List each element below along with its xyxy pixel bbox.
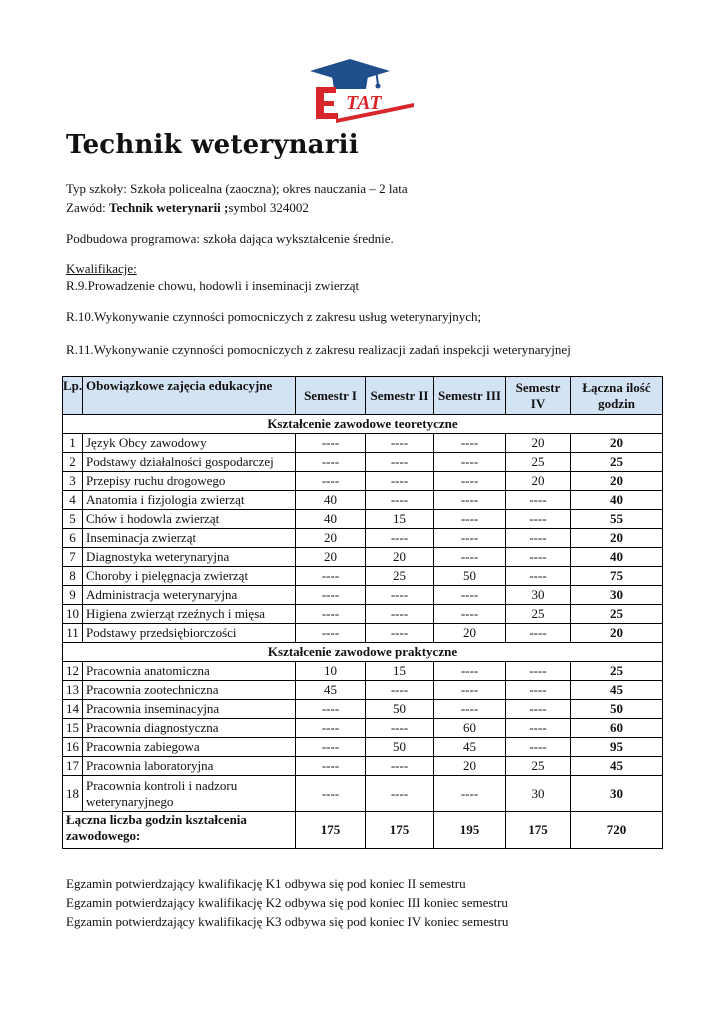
row-subject: Pracownia zabiegowa bbox=[83, 738, 296, 757]
row-semester-3: ---- bbox=[434, 586, 506, 605]
table-row bbox=[63, 700, 663, 719]
row-semester-3: 20 bbox=[434, 757, 506, 776]
row-semester-2: ---- bbox=[366, 624, 434, 643]
row-semester-2: 15 bbox=[366, 662, 434, 681]
row-subject: Pracownia laboratoryjna bbox=[83, 757, 296, 776]
row-semester-4: ---- bbox=[506, 491, 571, 510]
row-semester-2: 25 bbox=[366, 567, 434, 586]
row-semester-2: ---- bbox=[366, 586, 434, 605]
row-lp: 7 bbox=[63, 548, 83, 567]
section-theory-label: Kształcenie zawodowe teoretyczne bbox=[63, 415, 663, 434]
row-semester-3: 45 bbox=[434, 738, 506, 757]
row-lp: 6 bbox=[63, 529, 83, 548]
row-semester-1: ---- bbox=[296, 719, 366, 738]
qualifications-heading: Kwalifikacje: bbox=[66, 261, 137, 276]
row-lp: 5 bbox=[63, 510, 83, 529]
row-subject: Administracja weterynaryjna bbox=[83, 586, 296, 605]
row-total: 20 bbox=[571, 472, 663, 491]
table-row bbox=[63, 510, 663, 529]
row-lp: 9 bbox=[63, 586, 83, 605]
qualification-r9: R.9.Prowadzenie chowu, hodowli i inseminacji zwierząt bbox=[66, 278, 360, 293]
col-header-total: Łączna ilość godzin bbox=[571, 377, 663, 415]
row-total: 40 bbox=[571, 548, 663, 567]
col-header-semester-3: Semestr III bbox=[434, 377, 506, 415]
row-semester-4: ---- bbox=[506, 700, 571, 719]
row-semester-3: ---- bbox=[434, 662, 506, 681]
row-semester-4: ---- bbox=[506, 662, 571, 681]
row-semester-1: 20 bbox=[296, 529, 366, 548]
row-total: 55 bbox=[571, 510, 663, 529]
row-semester-4: 20 bbox=[506, 472, 571, 491]
row-semester-2: 20 bbox=[366, 548, 434, 567]
row-semester-4: 25 bbox=[506, 757, 571, 776]
row-subject: Pracownia kontroli i nadzoru weterynaryjnego bbox=[83, 776, 296, 812]
podbudowa: Podbudowa programowa: szkoła dająca wykształcenie średnie. bbox=[66, 231, 394, 246]
row-semester-2: ---- bbox=[366, 434, 434, 453]
row-lp: 15 bbox=[63, 719, 83, 738]
logo-text: TAT bbox=[346, 92, 382, 114]
total-label: Łączna liczba godzin kształcenia zawodowego: bbox=[63, 812, 296, 849]
row-semester-4: ---- bbox=[506, 510, 571, 529]
col-header-subject: Obowiązkowe zajęcia edukacyjne bbox=[83, 377, 296, 415]
row-subject: Pracownia zootechniczna bbox=[83, 681, 296, 700]
row-semester-4: 20 bbox=[506, 434, 571, 453]
row-subject: Pracownia anatomiczna bbox=[83, 662, 296, 681]
col-header-semester-2: Semestr II bbox=[366, 377, 434, 415]
row-subject: Pracownia inseminacyjna bbox=[83, 700, 296, 719]
row-total: 20 bbox=[571, 529, 663, 548]
table-row bbox=[63, 567, 663, 586]
row-semester-4: ---- bbox=[506, 548, 571, 567]
row-semester-1: ---- bbox=[296, 700, 366, 719]
table-row bbox=[63, 757, 663, 776]
exam-k1: Egzamin potwierdzający kwalifikację K1 odbywa się pod koniec II semestru bbox=[66, 876, 466, 891]
row-semester-1: 40 bbox=[296, 510, 366, 529]
row-total: 25 bbox=[571, 453, 663, 472]
table-row bbox=[63, 605, 663, 624]
total-semester-1: 175 bbox=[296, 812, 366, 849]
row-semester-2: ---- bbox=[366, 529, 434, 548]
row-semester-3: ---- bbox=[434, 453, 506, 472]
table-header-row bbox=[63, 377, 663, 415]
row-semester-4: 30 bbox=[506, 776, 571, 812]
row-semester-1: ---- bbox=[296, 776, 366, 812]
table-row bbox=[63, 662, 663, 681]
row-total: 95 bbox=[571, 738, 663, 757]
row-semester-3: ---- bbox=[434, 700, 506, 719]
table-row bbox=[63, 434, 663, 453]
row-semester-2: 15 bbox=[366, 510, 434, 529]
row-total: 45 bbox=[571, 757, 663, 776]
row-total: 25 bbox=[571, 605, 663, 624]
row-semester-3: ---- bbox=[434, 472, 506, 491]
row-semester-4: ---- bbox=[506, 738, 571, 757]
qualification-r10: R.10.Wykonywanie czynności pomocniczych z zakresu usług weterynaryjnych; bbox=[66, 309, 482, 324]
exam-k2: Egzamin potwierdzający kwalifikację K2 odbywa się pod koniec III koniec semestru bbox=[66, 895, 508, 910]
row-subject: Anatomia i fizjologia zwierząt bbox=[83, 491, 296, 510]
section-row-practice bbox=[63, 643, 663, 662]
row-semester-4: ---- bbox=[506, 529, 571, 548]
row-semester-3: ---- bbox=[434, 605, 506, 624]
row-subject: Inseminacja zwierząt bbox=[83, 529, 296, 548]
table-row bbox=[63, 548, 663, 567]
table-row bbox=[63, 776, 663, 812]
row-subject: Pracownia diagnostyczna bbox=[83, 719, 296, 738]
row-lp: 14 bbox=[63, 700, 83, 719]
row-semester-2: ---- bbox=[366, 776, 434, 812]
row-semester-1: ---- bbox=[296, 757, 366, 776]
row-total: 60 bbox=[571, 719, 663, 738]
row-semester-1: ---- bbox=[296, 605, 366, 624]
row-semester-1: 40 bbox=[296, 491, 366, 510]
row-total: 30 bbox=[571, 586, 663, 605]
row-subject: Podstawy działalności gospodarczej bbox=[83, 453, 296, 472]
row-total: 45 bbox=[571, 681, 663, 700]
exam-k3: Egzamin potwierdzający kwalifikację K3 odbywa się pod koniec IV koniec semestru bbox=[66, 914, 509, 929]
table-row bbox=[63, 472, 663, 491]
row-total: 30 bbox=[571, 776, 663, 812]
row-lp: 12 bbox=[63, 662, 83, 681]
row-semester-3: ---- bbox=[434, 510, 506, 529]
row-lp: 11 bbox=[63, 624, 83, 643]
row-semester-4: 30 bbox=[506, 586, 571, 605]
row-subject: Diagnostyka weterynaryjna bbox=[83, 548, 296, 567]
total-semester-3: 195 bbox=[434, 812, 506, 849]
row-lp: 4 bbox=[63, 491, 83, 510]
row-lp: 16 bbox=[63, 738, 83, 757]
section-row-theory bbox=[63, 415, 663, 434]
row-lp: 2 bbox=[63, 453, 83, 472]
total-row bbox=[63, 812, 663, 849]
profession-symbol: symbol 324002 bbox=[228, 200, 309, 215]
row-semester-4: ---- bbox=[506, 681, 571, 700]
row-semester-1: 45 bbox=[296, 681, 366, 700]
row-semester-1: ---- bbox=[296, 738, 366, 757]
row-semester-3: ---- bbox=[434, 681, 506, 700]
table-row bbox=[63, 738, 663, 757]
table-row bbox=[63, 681, 663, 700]
row-semester-3: 50 bbox=[434, 567, 506, 586]
row-semester-1: ---- bbox=[296, 472, 366, 491]
page-title: Technik weterynarii bbox=[66, 130, 359, 160]
row-semester-2: ---- bbox=[366, 605, 434, 624]
school-type: Typ szkoły: Szkoła policealna (zaoczna); okres nauczania – 2 lata bbox=[66, 181, 408, 196]
row-subject: Chów i hodowla zwierząt bbox=[83, 510, 296, 529]
profession-label: Zawód: bbox=[66, 200, 109, 215]
row-semester-3: ---- bbox=[434, 434, 506, 453]
row-subject: Higiena zwierząt rzeźnych i mięsa bbox=[83, 605, 296, 624]
total-hours: 720 bbox=[571, 812, 663, 849]
row-semester-3: ---- bbox=[434, 548, 506, 567]
row-lp: 18 bbox=[63, 776, 83, 812]
row-semester-2: ---- bbox=[366, 491, 434, 510]
profession-name: Technik weterynarii ; bbox=[108, 200, 229, 215]
row-semester-3: 20 bbox=[434, 624, 506, 643]
row-semester-4: 25 bbox=[506, 453, 571, 472]
row-semester-3: ---- bbox=[434, 529, 506, 548]
row-semester-2: 50 bbox=[366, 700, 434, 719]
row-semester-1: ---- bbox=[296, 453, 366, 472]
table-row bbox=[63, 529, 663, 548]
col-header-lp: Lp. bbox=[63, 377, 83, 415]
row-total: 20 bbox=[571, 624, 663, 643]
row-semester-4: ---- bbox=[506, 719, 571, 738]
row-semester-1: 20 bbox=[296, 548, 366, 567]
section-practice-label: Kształcenie zawodowe praktyczne bbox=[63, 643, 663, 662]
row-semester-4: 25 bbox=[506, 605, 571, 624]
table-row bbox=[63, 491, 663, 510]
col-header-semester-1: Semestr I bbox=[296, 377, 366, 415]
row-subject: Choroby i pielęgnacja zwierząt bbox=[83, 567, 296, 586]
row-semester-2: ---- bbox=[366, 453, 434, 472]
row-subject: Przepisy ruchu drogowego bbox=[83, 472, 296, 491]
row-semester-2: ---- bbox=[366, 719, 434, 738]
row-semester-1: 10 bbox=[296, 662, 366, 681]
row-semester-2: ---- bbox=[366, 681, 434, 700]
row-total: 20 bbox=[571, 434, 663, 453]
row-subject: Język Obcy zawodowy bbox=[83, 434, 296, 453]
row-semester-1: ---- bbox=[296, 434, 366, 453]
row-semester-3: ---- bbox=[434, 491, 506, 510]
graduation-cap-logo-icon bbox=[306, 49, 420, 127]
table-row bbox=[63, 624, 663, 643]
row-lp: 1 bbox=[63, 434, 83, 453]
row-semester-1: ---- bbox=[296, 567, 366, 586]
row-lp: 17 bbox=[63, 757, 83, 776]
row-total: 50 bbox=[571, 700, 663, 719]
table-row bbox=[63, 719, 663, 738]
row-total: 40 bbox=[571, 491, 663, 510]
row-subject: Podstawy przedsiębiorczości bbox=[83, 624, 296, 643]
total-semester-4: 175 bbox=[506, 812, 571, 849]
row-semester-2: ---- bbox=[366, 472, 434, 491]
row-semester-1: ---- bbox=[296, 586, 366, 605]
row-lp: 3 bbox=[63, 472, 83, 491]
etat-logo bbox=[306, 49, 420, 127]
row-semester-3: ---- bbox=[434, 776, 506, 812]
profession-line bbox=[66, 200, 309, 216]
curriculum-table bbox=[62, 376, 663, 849]
row-lp: 13 bbox=[63, 681, 83, 700]
row-semester-4: ---- bbox=[506, 624, 571, 643]
row-lp: 10 bbox=[63, 605, 83, 624]
qualification-r11: R.11.Wykonywanie czynności pomocniczych z zakresu realizacji zadań inspekcji weterynaryjnej bbox=[66, 342, 571, 357]
table-row bbox=[63, 453, 663, 472]
table-row bbox=[63, 586, 663, 605]
col-header-semester-4: Semestr IV bbox=[506, 377, 571, 415]
row-semester-1: ---- bbox=[296, 624, 366, 643]
row-semester-3: 60 bbox=[434, 719, 506, 738]
row-semester-2: 50 bbox=[366, 738, 434, 757]
row-lp: 8 bbox=[63, 567, 83, 586]
row-total: 25 bbox=[571, 662, 663, 681]
row-semester-4: ---- bbox=[506, 567, 571, 586]
row-semester-2: ---- bbox=[366, 757, 434, 776]
total-semester-2: 175 bbox=[366, 812, 434, 849]
row-total: 75 bbox=[571, 567, 663, 586]
